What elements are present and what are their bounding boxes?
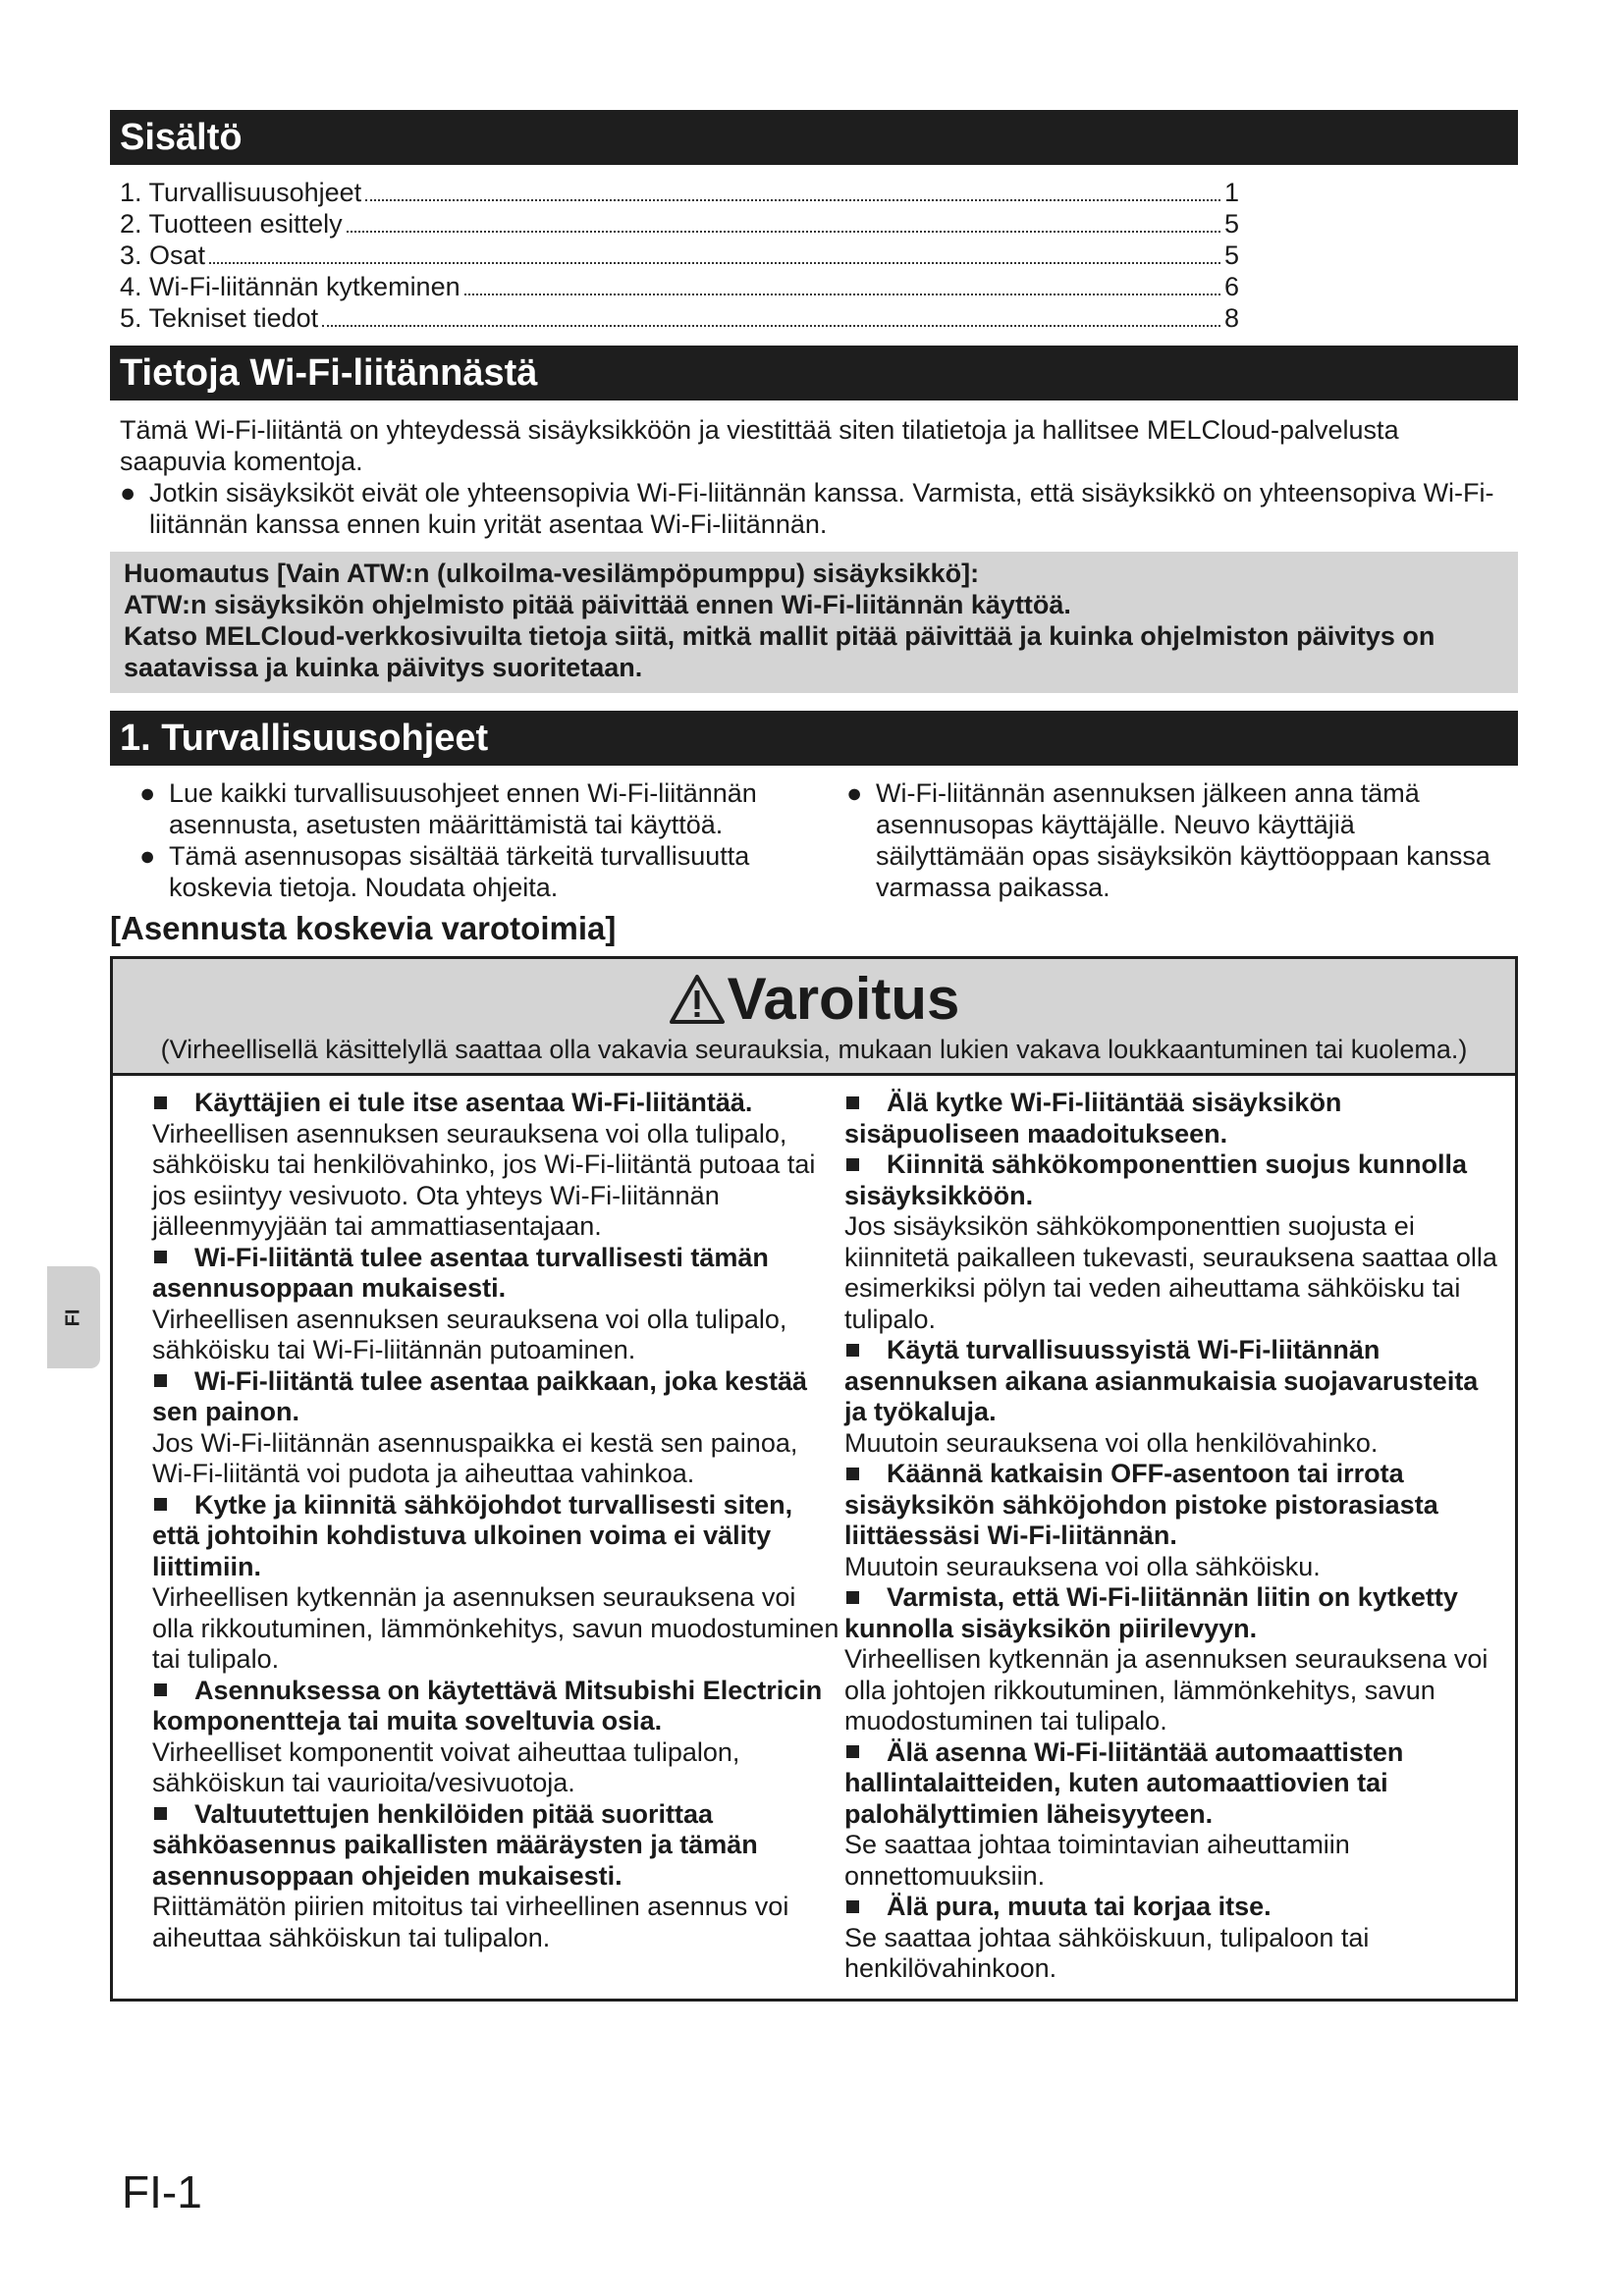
language-tab xyxy=(47,1266,100,1368)
page-number: FI-1 xyxy=(122,2166,202,2217)
toc-entry[interactable] xyxy=(120,240,1239,271)
table-of-contents xyxy=(120,177,1239,334)
warning-item xyxy=(844,1892,1507,1985)
warning-item-title: Kytke ja kiinnitä sähköjohdot turvallisesti siten, että johtoihin kohdistuva ulkoinen voima ei välity liittimiin. xyxy=(152,1489,793,1581)
warning-item xyxy=(152,1243,839,1366)
warning-item-title: Asennuksessa on käytettävä Mitsubishi Electricin komponentteja tai muita soveltuvia osia. xyxy=(152,1675,823,1735)
square-bullet-icon xyxy=(846,1900,859,1913)
warning-item xyxy=(152,1366,839,1490)
warning-item-text: Se saattaa johtaa sähköiskuun, tulipaloon tai henkilövahinkoon. xyxy=(844,1922,1370,1983)
bullet-dot-icon: ● xyxy=(120,478,136,507)
square-bullet-icon xyxy=(846,1096,859,1109)
warning-title-text: Varoitus xyxy=(727,966,960,1032)
square-bullet-icon xyxy=(154,1096,167,1109)
square-bullet-icon xyxy=(154,1498,167,1511)
toc-entry-label: 2. Tuotteen esittely xyxy=(120,209,343,239)
warning-item-title: Varmista, että Wi-Fi-liitännän liitin on kytketty kunnolla sisäyksikön piirilevyyn. xyxy=(844,1582,1458,1643)
about-bullet xyxy=(120,477,1498,540)
warning-triangle-icon xyxy=(669,974,726,1025)
square-bullet-icon xyxy=(846,1158,859,1171)
warning-item-title: Käytä turvallisuussyistä Wi-Fi-liitännän asennuksen aikana asianmukaisia suojavarusteita ja työkaluja. xyxy=(844,1335,1479,1426)
safety-bullets xyxy=(110,777,1518,903)
warning-item-text: Muutoin seurauksena voi olla sähköisku. xyxy=(844,1551,1321,1581)
warning-item-text: Muutoin seurauksena voi olla henkilövahinko. xyxy=(844,1427,1379,1458)
warning-item-title: Wi-Fi-liitäntä tulee asentaa paikkaan, joka kestää sen painon. xyxy=(152,1365,807,1426)
warning-item-title: Kiinnitä sähkökomponenttien suojus kunnolla sisäyksikköön. xyxy=(844,1149,1468,1210)
warning-item-text: Virheelliset komponentit voivat aiheuttaa tulipalon, sähköiskun tai vaurioita/vesivuotoja. xyxy=(152,1736,740,1797)
warning-item-text: Jos Wi-Fi-liitännän asennuspaikka ei kestä sen painoa, Wi-Fi-liitäntä voi pudota ja aiheuttaa vahinkoa. xyxy=(152,1427,798,1488)
toc-entry-page: 8 xyxy=(1223,303,1239,333)
about-intro xyxy=(120,414,1498,540)
square-bullet-icon xyxy=(154,1683,167,1696)
toc-entry-page: 1 xyxy=(1223,178,1239,207)
language-tab-label: FI xyxy=(62,1308,84,1326)
toc-entry-label: 5. Tekniset tiedot xyxy=(120,303,319,333)
warning-body xyxy=(113,1073,1515,1999)
warning-item xyxy=(152,1490,839,1676)
toc-entry-label: 4. Wi-Fi-liitännän kytkeminen xyxy=(120,272,460,301)
bullet-dot-icon: ● xyxy=(139,841,156,871)
bullet-dot-icon: ● xyxy=(139,778,156,808)
page xyxy=(110,110,1518,2002)
warning-header xyxy=(113,959,1515,1073)
toc-leader-dots xyxy=(209,262,1220,264)
warning-item-text: Riittämätön piirien mitoitus tai virheellinen asennus voi aiheuttaa sähköiskun tai tulipalon. xyxy=(152,1892,789,1952)
toc-entry[interactable] xyxy=(120,271,1239,302)
toc-entry[interactable] xyxy=(120,208,1239,240)
toc-leader-dots xyxy=(347,231,1220,233)
note-line: Katso MELCloud-verkkosivuilta tietoja siitä, mitkä mallit pitää päivittää ja kuinka ohjelmiston päivitys on saatavissa ja kuinka päivitys suoritetaan. xyxy=(124,621,1435,682)
about-heading: Tietoja Wi-Fi-liitännästä xyxy=(110,346,1518,400)
warning-item-title: Älä asenna Wi-Fi-liitäntää automaattisten hallintalaitteiden, kuten automaattiovien tai palohälyttimien läheisyyteen. xyxy=(844,1736,1404,1829)
square-bullet-icon xyxy=(846,1591,859,1604)
safety-bullet xyxy=(846,777,1494,903)
warning-subtitle: (Virheellisellä käsittelyllä saattaa olla vakavia seurauksia, mukaan lukien vakava loukkaantuminen tai kuolema.) xyxy=(160,1035,1468,1064)
warning-item xyxy=(844,1149,1507,1335)
about-paragraph: Tämä Wi-Fi-liitäntä on yhteydessä sisäyksikköön ja viestittää siten tilatietoja ja hallitsee MELCloud-palvelusta saapuvia komentoja. xyxy=(120,415,1399,476)
warning-item-text: Jos sisäyksikön sähkökomponenttien suojusta ei kiinnitetä paikalleen tukevasti, seurauksena saattaa olla esimerkiksi pölyn tai veden aiheuttama sähköisku tai tulipalo. xyxy=(844,1211,1497,1334)
warning-item xyxy=(844,1459,1507,1582)
toc-leader-dots xyxy=(322,325,1220,327)
warning-title xyxy=(669,965,960,1034)
warning-item xyxy=(844,1582,1507,1737)
safety-bullet-text: Tämä asennusopas sisältää tärkeitä turvallisuutta koskevia tietoja. Noudata ohjeita. xyxy=(169,841,750,902)
warning-item-title: Valtuutettujen henkilöiden pitää suorittaa sähköasennus paikallisten määräysten ja tämän asennusoppaan ohjeiden mukaisesti. xyxy=(152,1798,758,1891)
warning-item-title: Käyttäjien ei tule itse asentaa Wi-Fi-liitäntää. xyxy=(194,1088,753,1117)
square-bullet-icon xyxy=(154,1807,167,1820)
toc-entry-page: 5 xyxy=(1223,240,1239,270)
warning-item xyxy=(844,1335,1507,1459)
bullet-dot-icon: ● xyxy=(846,778,863,808)
square-bullet-icon xyxy=(154,1374,167,1387)
warning-item xyxy=(152,1676,839,1799)
warning-item xyxy=(844,1088,1507,1149)
toc-entry-page: 5 xyxy=(1223,209,1239,239)
contents-heading: Sisältö xyxy=(110,110,1518,165)
warning-item-text: Virheellisen kytkennän ja asennuksen seurauksena voi olla johtojen rikkoutuminen, lämmönkehitys, savun muodostuminen tai tulipalo. xyxy=(844,1644,1489,1735)
note-line: Huomautus [Vain ATW:n (ulkoilma-vesilämpöpumppu) sisäyksikkö]: xyxy=(124,559,980,588)
toc-entry-label: 1. Turvallisuusohjeet xyxy=(120,178,362,207)
warning-item-text: Virheellisen asennuksen seurauksena voi olla tulipalo, sähköisku tai Wi-Fi-liitännän putoaminen. xyxy=(152,1304,787,1364)
toc-entry-page: 6 xyxy=(1223,272,1239,301)
toc-entry[interactable] xyxy=(120,177,1239,208)
warning-item-title: Älä kytke Wi-Fi-liitäntää sisäyksikön sisäpuoliseen maadoitukseen. xyxy=(844,1088,1342,1148)
toc-leader-dots xyxy=(464,294,1220,295)
square-bullet-icon xyxy=(846,1745,859,1758)
warning-item xyxy=(152,1799,839,1954)
toc-entry-label: 3. Osat xyxy=(120,240,206,270)
warning-item-text: Se saattaa johtaa toimintavian aiheuttamiin onnettomuuksiin. xyxy=(844,1830,1350,1891)
safety-bullet-text: Lue kaikki turvallisuusohjeet ennen Wi-Fi-liitännän asennusta, asetusten määrittämistä tai käyttöä. xyxy=(169,778,757,839)
square-bullet-icon xyxy=(846,1468,859,1480)
warning-item xyxy=(844,1737,1507,1893)
safety-bullet-text: Wi-Fi-liitännän asennuksen jälkeen anna tämä asennusopas käyttäjälle. Neuvo käyttäjiä säilyttämään opas sisäyksikön käyttöoppaan kanssa varmassa paikassa. xyxy=(876,778,1490,902)
safety-bullet xyxy=(139,777,807,840)
safety-bullets-right xyxy=(846,777,1494,903)
warning-item-title: Älä pura, muuta tai korjaa itse. xyxy=(887,1892,1272,1921)
about-bullet-text: Jotkin sisäyksiköt eivät ole yhteensopivia Wi-Fi-liitännän kanssa. Varmista, että sisäyksikkö on yhteensopiva Wi-Fi-liitännän kanssa ennen kuin yrität asentaa Wi-Fi-liitännän. xyxy=(149,478,1494,539)
square-bullet-icon xyxy=(154,1251,167,1263)
atw-note xyxy=(110,552,1518,693)
warning-item-title: Käännä katkaisin OFF-asentoon tai irrota sisäyksikön sähköjohdon pistoke pistorasiasta liittäessäsi Wi-Fi-liitännän. xyxy=(844,1459,1438,1550)
warning-item-title: Wi-Fi-liitäntä tulee asentaa turvallisesti tämän asennusoppaan mukaisesti. xyxy=(152,1242,769,1303)
warning-item-text: Virheellisen asennuksen seurauksena voi olla tulipalo, sähköisku tai henkilövahinko, jos Wi-Fi-liitäntä putoaa tai jos esiintyy vesivuoto. Ota yhteys Wi-Fi-liitännän jälleenmyyjään tai ammattiasentajaan. xyxy=(152,1118,816,1241)
safety-bullets-left xyxy=(139,777,807,903)
safety-heading: 1. Turvallisuusohjeet xyxy=(110,711,1518,766)
precautions-heading: [Asennusta koskevia varotoimia] xyxy=(110,910,617,946)
toc-entry[interactable] xyxy=(120,302,1239,334)
warning-column-left xyxy=(152,1088,839,1985)
toc-leader-dots xyxy=(365,199,1220,201)
square-bullet-icon xyxy=(846,1344,859,1357)
warning-box xyxy=(110,956,1518,2002)
warning-column-right xyxy=(844,1088,1507,1985)
warning-item-text: Virheellisen kytkennän ja asennuksen seurauksena voi olla rikkoutuminen, lämmönkehitys, savun muodostuminen tai tulipalo. xyxy=(152,1582,839,1674)
warning-item xyxy=(152,1088,839,1243)
safety-bullet xyxy=(139,840,807,903)
note-line: ATW:n sisäyksikön ohjelmisto pitää päivittää ennen Wi-Fi-liitännän käyttöä. xyxy=(124,590,1071,619)
